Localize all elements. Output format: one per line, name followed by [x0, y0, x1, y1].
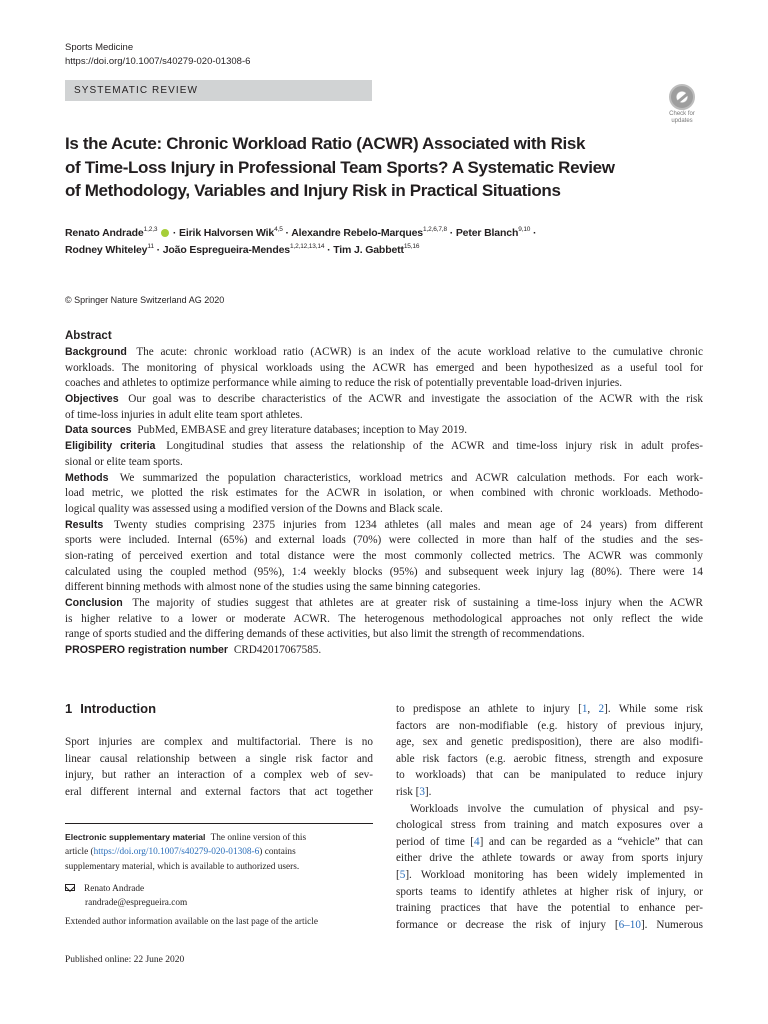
- body-line: sports teams to identify athletes at higher risk of injury, or: [396, 885, 703, 898]
- abstract-line: The acute: chronic workload ratio (ACWR) is an index of the acute workload relative to the cumulative chronic: [136, 346, 703, 358]
- body-line: injury, but rather an interaction of a complex web of sev-: [65, 769, 373, 782]
- body-line: age, sex and genetic predisposition), there are also modifi-: [396, 736, 703, 749]
- body-line: factors are non-modifiable (e.g. history of previous injury,: [396, 719, 703, 732]
- section-heading-introduction: [65, 701, 156, 716]
- citation-link[interactable]: 3: [419, 785, 425, 798]
- body-line: Workloads involve the cumulation of physical and psy-: [410, 802, 703, 815]
- abstract-line: We summarized the population characteristics, workload metrics and ACWR calculation methods. For each work-: [119, 471, 703, 484]
- abstract-label-data-sources: Data sources: [65, 424, 132, 437]
- orcid-icon[interactable]: [161, 229, 169, 237]
- body-line: able risk factors (e.g. aerobic fitness, strength and exposure: [396, 752, 703, 765]
- journal-doi[interactable]: https://doi.org/10.1007/s40279-020-01308-6: [65, 56, 251, 67]
- abstract-line: workloads. The monitoring of physical workloads using the ACWR has emerged and been hypothesized as a useful tool for: [65, 361, 703, 374]
- abstract-line: sion-rating of perceived exertion and total distance were the most commonly collected metrics. The ACWR was commonly: [65, 550, 703, 563]
- esm-label: Electronic supplementary material: [65, 832, 206, 842]
- abstract-line: logical quality was assessed using a modified version of the Downs and Black scale.: [65, 502, 443, 515]
- author-name[interactable]: Alexandre Rebelo-Marques: [291, 227, 423, 239]
- body-line: either drive the athlete towards or away from sports injury: [396, 852, 703, 865]
- body-line: eral different internal and external factors that act together: [65, 785, 373, 798]
- esm-doi-link[interactable]: https://doi.org/10.1007/s40279-020-01308-6: [93, 847, 260, 858]
- corresponding-author-name: Renato Andrade: [84, 884, 145, 894]
- body-line: linear causal relationship between a single risk factor and: [65, 752, 373, 765]
- body-line: training practices that have the potential to enhance per-: [396, 902, 703, 915]
- envelope-icon: [65, 884, 75, 891]
- body-line: Sport injuries are complex and multifactorial. There is no: [65, 736, 373, 748]
- supplementary-material-note: Electronic supplementary material The online version of this article (https://doi.org/10.1007/s40279-020-01308-6) contains supplementary material, which is available to authorized users.: [65, 832, 307, 872]
- article-title: [65, 132, 665, 203]
- published-date: Published online: 22 June 2020: [65, 955, 185, 965]
- journal-name: Sports Medicine: [65, 42, 134, 53]
- section-number: 1: [65, 701, 73, 716]
- author-name[interactable]: Eirik Halvorsen Wik: [179, 227, 275, 239]
- abstract-label-background: Background: [65, 346, 127, 358]
- abstract-line: load metric, we plotted the risk estimates for the ACWR in isolation, or when combined with chronic workloads. Methodo-: [65, 487, 703, 500]
- citation-link[interactable]: 4: [474, 835, 480, 848]
- affiliation-marker: 15,16: [403, 243, 420, 250]
- body-line: period of time [4] and can be regarded as a “vehicle” that can: [396, 835, 703, 848]
- citation-link[interactable]: 5: [399, 868, 406, 881]
- footnote-divider: [65, 823, 373, 824]
- abstract-line: Longitudinal studies that assess the relationship of the ACWR and time-loss injury risk in adult profes-: [166, 440, 703, 453]
- affiliation-marker: 1,2,3: [143, 226, 158, 233]
- author-name[interactable]: João Espregueira-Mendes: [162, 244, 290, 256]
- body-line: chological stress from training and match exposures over a: [396, 819, 703, 832]
- title-line: of Time-Loss Injury in Professional Team Sports? A Systematic Review: [65, 157, 615, 177]
- affiliation-marker: 1,2,6,7,8: [422, 226, 447, 233]
- abstract-line: sional or elite team sports.: [65, 455, 183, 468]
- citation-link[interactable]: 2: [598, 703, 605, 715]
- abstract-line: The majority of studies suggest that athletes are at greater risk of sustaining a time-loss injury when the ACWR: [132, 597, 703, 610]
- abstract-line: of time-loss injuries in adult elite team sport athletes.: [65, 408, 303, 421]
- affiliation-marker: 11: [147, 243, 154, 250]
- abstract-line: calculated using the coupled method (95%), 1:4 weekly blocks (95%) and subsequent week injury lag (80%). There were 14: [65, 565, 703, 578]
- author-name[interactable]: Peter Blanch: [455, 227, 519, 239]
- journal-header: [65, 41, 250, 69]
- author-name[interactable]: Renato Andrade: [65, 227, 144, 239]
- abstract-line: range of sports studied and the differing demands of these activities, but also limit the strength of recommendations.: [65, 628, 585, 641]
- abstract-label-conclusion: Conclusion: [65, 597, 123, 610]
- abstract-body: [65, 345, 703, 659]
- citation-link[interactable]: 1: [581, 703, 588, 715]
- intro-left-column: [65, 734, 373, 800]
- check-for-updates-button[interactable]: [662, 84, 702, 124]
- abstract-line: PubMed, EMBASE and grey literature databases; inception to May 2019.: [137, 424, 467, 437]
- author-name[interactable]: Tim J. Gabbett: [333, 244, 404, 256]
- author-list: Renato Andrade$^{1,2,3}$ · Eirik Halvorsen Wik$^{4,5}$ · Alexandre Rebelo-Marques$^{1,2,6,7,8}$ · Peter Blanch$^{9,10}$ · Rodney Whiteley$^{11}$ · João Espregueira-Mendes$^{1,2,12,13,14}$ · Tim J. Gabbett$^{15,16}$: [65, 226, 537, 256]
- abstract-label-eligibility: Eligibility criteria: [65, 440, 156, 453]
- abstract-line: Our goal was to describe characteristics of the ACWR and investigate the association of the ACWR with the risk: [128, 393, 703, 406]
- abstract-line: Twenty studies comprising 2375 injuries from 1234 athletes (all males and mean age of 24 years) from different: [114, 518, 703, 531]
- body-line: risk [3].: [396, 785, 432, 798]
- abstract-line: sports were included. Internal (65%) and external loads (70%) were collected in more than half of the studies and the ses-: [65, 534, 703, 547]
- abstract-label-results: Results: [65, 518, 104, 531]
- body-line: [5]. Workload monitoring has been widely implemented in: [396, 868, 703, 881]
- abstract-line: coaches and athletes to optimize performance while aiming to reduce the risk of potentially preventable load-driven injuries.: [65, 377, 622, 390]
- abstract-line: is higher relative to a lower or moderate ACWR. The heterogenous methodological approaches not only reflect the wide: [65, 612, 703, 625]
- corresponding-author-email[interactable]: randrade@espregueira.com: [85, 897, 188, 908]
- body-line: to workloads) that can be manipulated to reduce injury: [396, 769, 703, 782]
- abstract-heading: Abstract: [65, 330, 112, 342]
- affiliation-marker: 1,2,12,13,14: [289, 243, 325, 250]
- body-line: to predispose an athlete to injury [1, 2]. While some risk: [396, 703, 703, 715]
- title-line: Is the Acute: Chronic Workload Ratio (ACWR) Associated with Risk: [65, 134, 586, 153]
- body-line: formance or decrease the risk of injury [6–10]. Numerous: [396, 918, 703, 931]
- article-type-banner: SYSTEMATIC REVIEW: [65, 80, 372, 101]
- extended-author-info-note: Extended author information available on the last page of the article: [65, 917, 318, 927]
- check-for-updates-label: Check for updates: [669, 111, 695, 124]
- section-title: Introduction: [80, 701, 157, 716]
- author-name[interactable]: Rodney Whiteley: [65, 244, 148, 256]
- copyright-notice: © Springer Nature Switzerland AG 2020: [65, 295, 225, 305]
- abstract-label-objectives: Objectives: [65, 393, 119, 406]
- abstract-label-prospero: PROSPERO registration number: [65, 644, 229, 657]
- abstract-line: different binning methods with almost none of the studies using the same binning categories.: [65, 581, 481, 594]
- affiliation-marker: 9,10: [518, 226, 531, 233]
- intro-right-column: [396, 701, 703, 933]
- abstract-label-methods: Methods: [65, 471, 109, 484]
- corresponding-author: [65, 883, 187, 910]
- citation-link[interactable]: 6–10: [618, 918, 641, 931]
- affiliation-marker: 4,5: [274, 226, 283, 233]
- title-line: of Methodology, Variables and Injury Risk in Practical Situations: [65, 181, 561, 200]
- crossmark-icon: [669, 84, 695, 110]
- prospero-id: CRD42017067585.: [233, 644, 322, 657]
